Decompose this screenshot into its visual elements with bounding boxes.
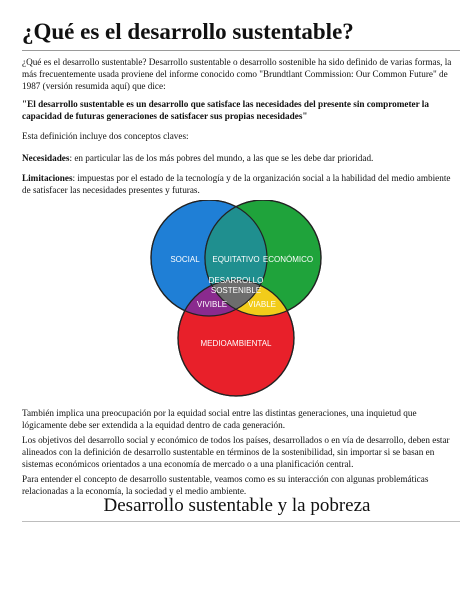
needs-text: : en particular las de los más pobres del mundo, a las que se les debe dar prioridad. [69,153,374,163]
needs-term: Necesidades [22,153,70,163]
center-label-line1: DESARROLLO [208,276,264,285]
section-title: Desarrollo sustentable y la pobreza [103,495,371,516]
medioambiental-label: MEDIOAMBIENTAL [200,339,272,348]
center-label-line2: SOSTENIBLE [210,286,262,295]
quote-paragraph [22,98,456,122]
economico-label: ECONÓMICO [262,255,314,264]
definition-quote: "El desarrollo sustentable es un desarrollo que satisface las necesidades del presente sin comprometer la capacidad de futuras generaciones de satisfacer sus propias necesidades" [22,99,429,121]
concepts-intro: Esta definición incluye dos conceptos claves: [22,131,189,141]
venn-diagram [145,200,325,400]
limits-term: Limitaciones [22,173,73,183]
title-divider [22,50,460,51]
needs-paragraph [22,152,456,164]
section-divider [22,521,460,522]
intro-paragraph: ¿Qué es el desarrollo sustentable? Desarrollo sustentable o desarrollo sostenible ha sido definido de varias formas, la más frecuentemente usada proviene del informe conocido como "Brundtlant Commission: Our Common Future" de 1987 (versión resumida aquí) que dice: [22,57,452,91]
social-label: SOCIAL [170,255,200,264]
understand-paragraph: Para entender el concepto de desarrollo sustentable, veamos como es su interacción con algunas problemáticas relacionadas a la economía, la sociedad y el medio ambiente. [22,474,429,496]
objectives-paragraph: Los objetivos del desarrollo social y económico de todos los países, desarrollados o en vía de desarrollo, deben estar alineados con la definición de desarrollo sustentable en términos de la sostenibilidad, sin importar si se basan en sistemas económicos orientados a una economía de mercado o a una planificación central. [22,435,450,469]
page-title: ¿Qué es el desarrollo sustentable? [22,19,354,44]
equity-paragraph: También implica una preocupación por la equidad social entre las distintas generaciones, una inquietud que lógicamente debe ser extendida a la equidad dentro de cada generación. [22,408,417,430]
limits-text: : impuestas por el estado de la tecnología y de la organización social a la habilidad del medio ambiente de satisfacer las necesidades presentes y futuras. [22,173,451,195]
limits-paragraph [22,172,456,196]
equitativo-label: EQUITATIVO [212,255,260,264]
vivible-label: VIVIBLE [196,300,228,309]
viable-label: VIABLE [247,300,277,309]
venn-svg [145,200,325,400]
